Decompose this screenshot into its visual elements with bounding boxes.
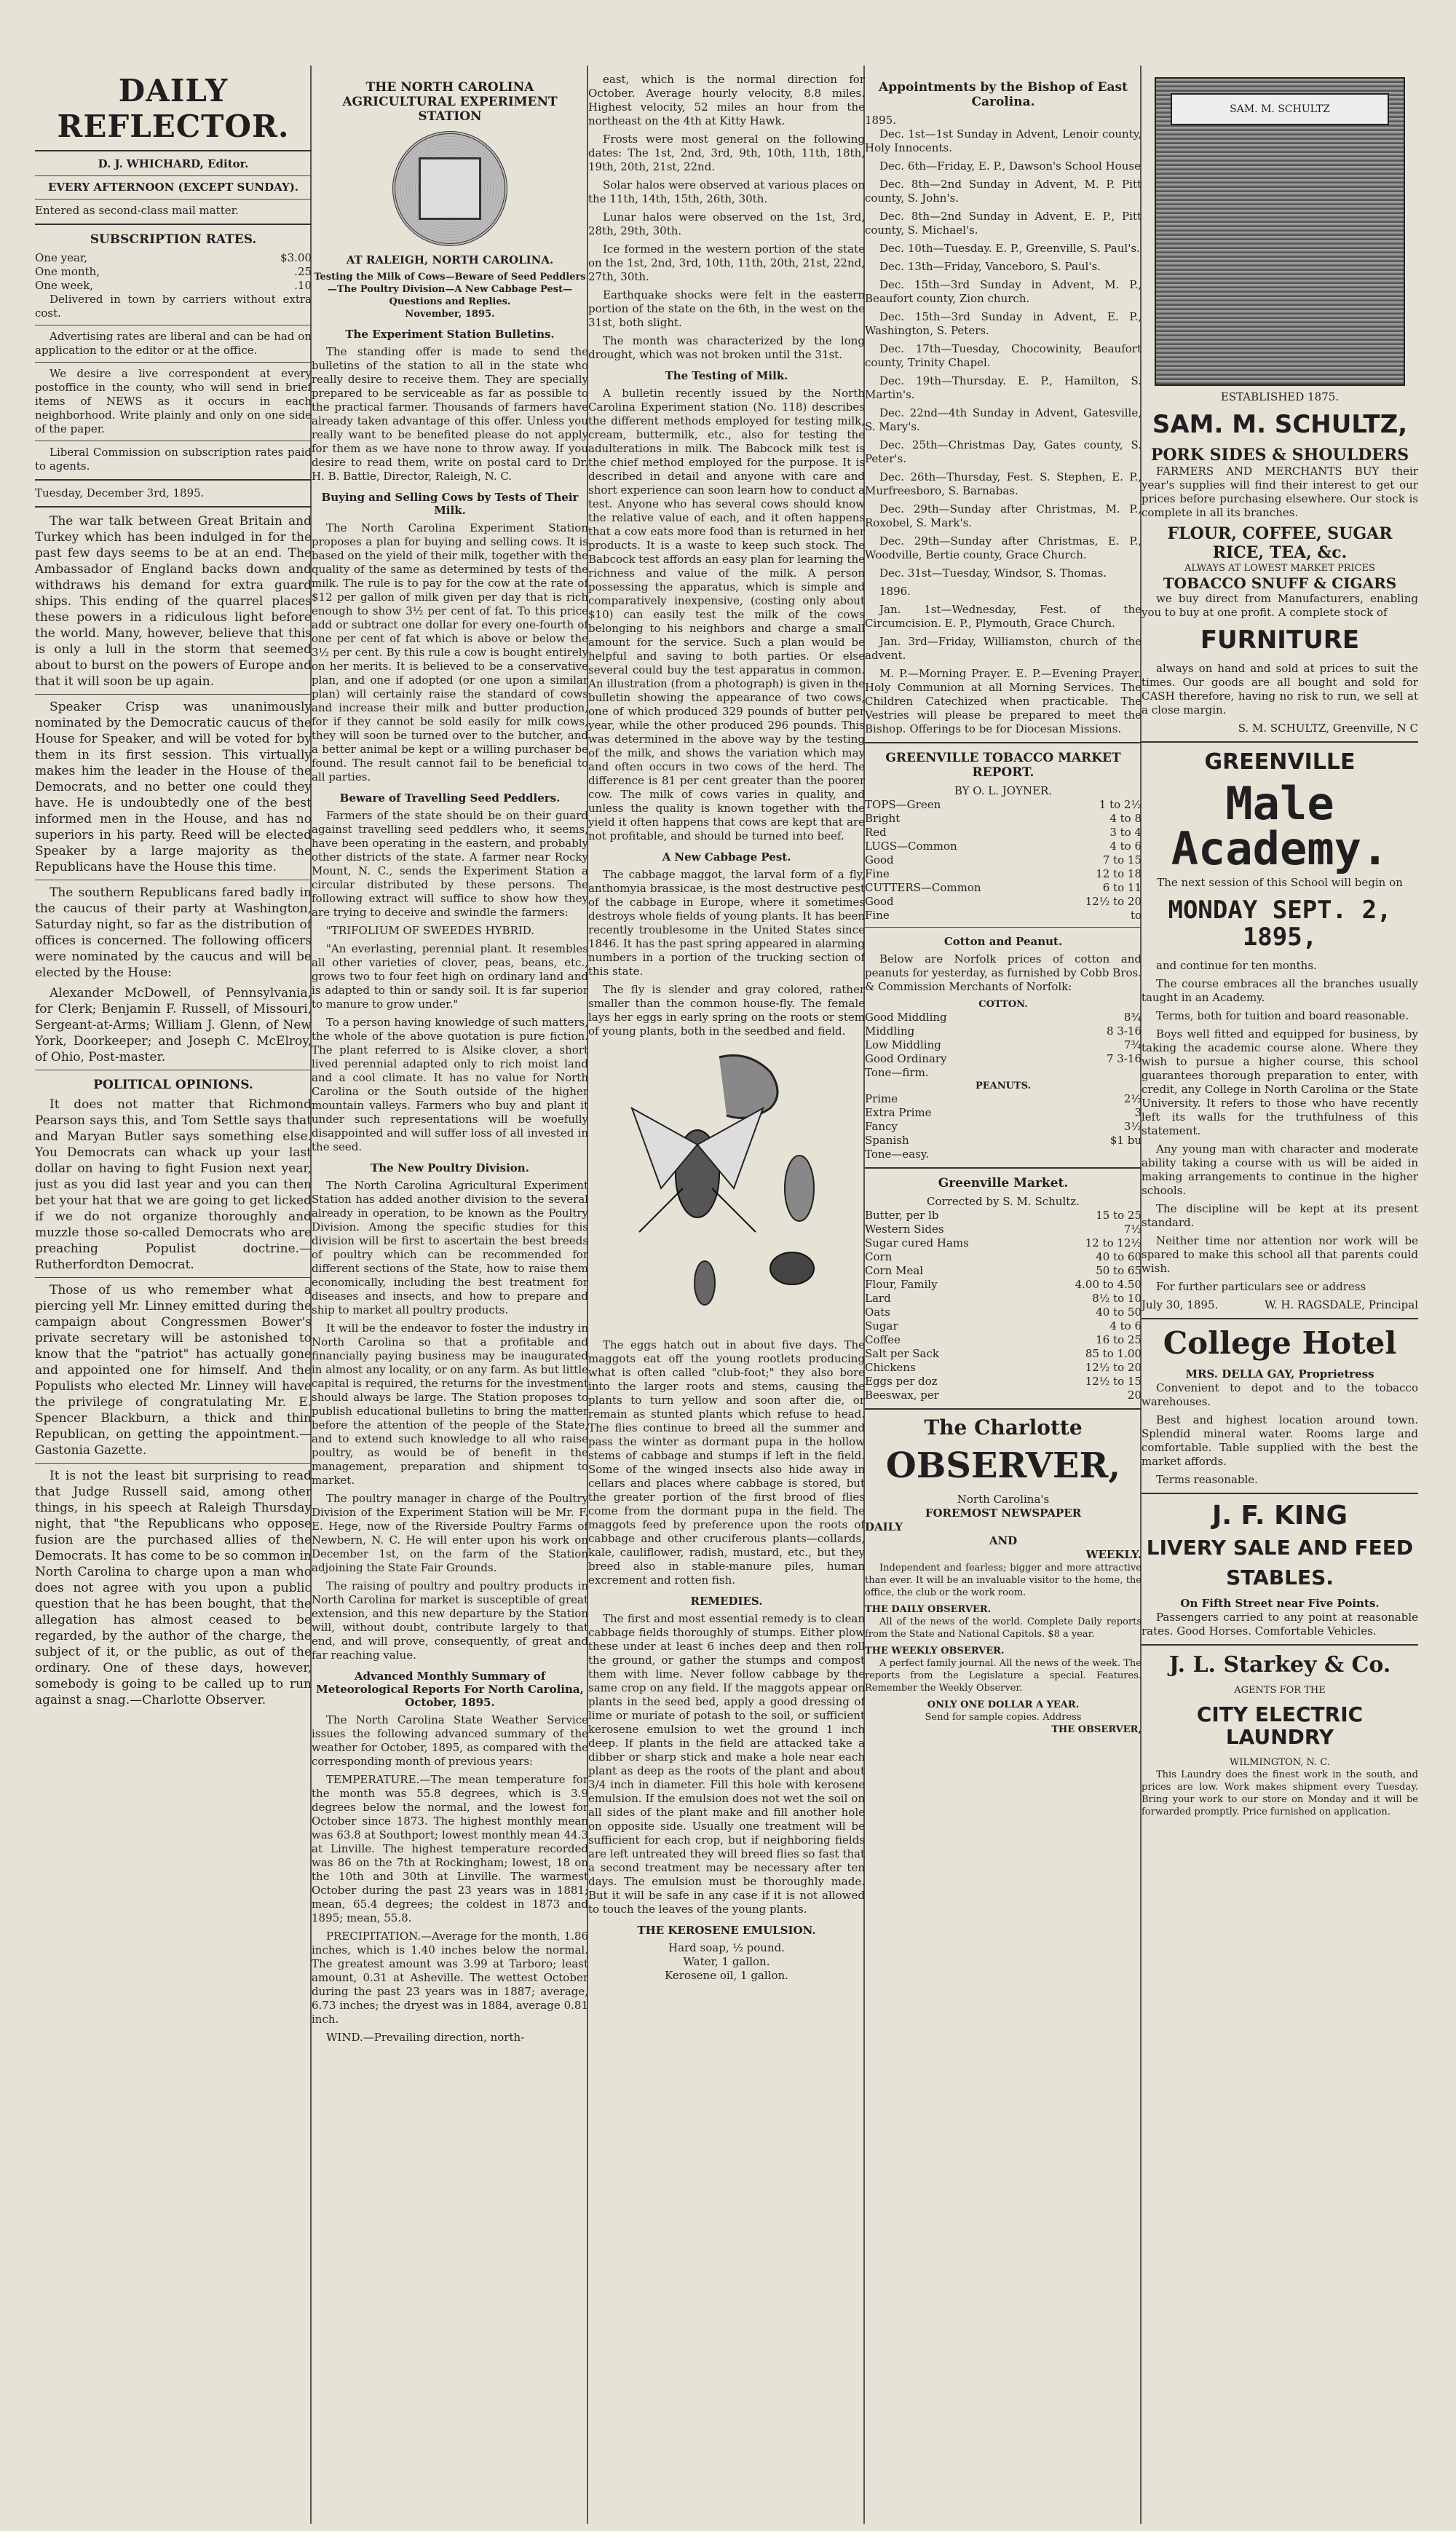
recipe-line: Water, 1 gallon. (683, 1955, 770, 1968)
subhead-bulletins: The Experiment Station Bulletins. (345, 328, 555, 341)
paragraph: The poultry manager in charge of the Poultry Division of the Experiment Station will be Mr. F. E. Hege, now of the Riverside Poultry Farms of Newbern, N. C. He will enter upon his work on December 1st, on the farm of the Station adjoining the State Fair Grounds. (312, 1492, 588, 1574)
subhead-peddlers: Beware of Travelling Seed Peddlers. (339, 791, 561, 805)
low-line: ALWAYS AT LOWEST MARKET PRICES (1184, 563, 1375, 574)
starkey-name: J. L. Starkey & Co. (1168, 1651, 1391, 1678)
appointment-item: Jan. 1st—Wednesday, Fest. of the Circumcision. E. P., Plymouth, Grace Church. (865, 603, 1142, 630)
appointment-item: 1896. (879, 585, 911, 598)
schedule-line: EVERY AFTERNOON (EXCEPT SUNDAY). (47, 181, 299, 194)
appointment-item: Dec. 15th—3rd Sunday in Advent, E. P., Washington, S. Peters. (865, 310, 1142, 337)
appointment-item: Dec. 26th—Thursday, Fest. S. Stephen, E. P., Murfreesboro, S. Barnabas. (865, 470, 1142, 497)
mail-line: Entered as second-class mail matter. (35, 204, 239, 217)
article-officers: Alexander McDowell, of Pennsylvania, for Clerk; Benjamin F. Russell, of Missouri, Sergeant-at-Arms; William J. Glenn, of New York, Doorkeeper; and Joseph C. McElroy, of Ohio, Post-master. (35, 986, 312, 1065)
paragraph: Independent and fearless; bigger and more attractive than ever. It will be an invaluable visitor to the home, the office, the club or the work room. (865, 1562, 1142, 1598)
recipe-line: Kerosene oil, 1 gallon. (665, 1969, 788, 1982)
advert-note: Advertising rates are liberal and can be had on application to the editor or at the office. (35, 330, 312, 357)
price-row: CUTTERS—Common 6 to 11 (865, 881, 1142, 894)
paragraph: we buy direct from Manufacturers, enabling you to buy at one profit. A complete stock of (1142, 592, 1418, 620)
paragraph: It will be the endeavor to foster the industry in North Carolina so that a profitable and financially paying business may be inaugurated in almost any locality, or on any farm. As but little capital is required, the returns for the investment should always be large. The Station proposes to publish educational bulletins to bring the matter before the attention of the people of the State, and to extend such knowledge to all who raise poultry, as would be of benefit in the management, preparation and shipment to market. (312, 1322, 588, 1487)
appointment-item: Dec. 8th—2nd Sunday in Advent, M. P. Pitt county, S. John's. (865, 178, 1142, 205)
opinion-russell: It is not the least bit surprising to read that Judge Russell said, among other things, in his speech at Raleigh Thursday night, that "the Republicans who oppose fusion are the purchased allies of the Democrats. It has come to be so common in North Carolina to charge upon a man who does not agree with you upon a public question that he has been bought, that the allegation has almost ceased to be regarded, by the author of the charge, the subject of it, or the public, as out of the ordinary. One of these days, however, somebody is going to be called up to run against a snag.—Charlotte Observer. (35, 1469, 312, 1707)
appointment-item: Dec. 10th—Tuesday. E. P., Greenville, S. Paul's. (879, 242, 1140, 255)
appointment-item: Jan. 3rd—Friday, Williamston, church of the advent. (865, 635, 1142, 662)
price-row: Middling 8 3-16 (865, 1024, 1142, 1038)
paragraph: FARMERS AND MERCHANTS BUY their year's supplies will find their interest to get our prices before purchasing elsewhere. Our stock is complete in all its branches. (1142, 465, 1418, 520)
price-row: Sugar 4 to 6 (865, 1319, 1142, 1332)
laundry-name: CITY ELECTRIC LAUNDRY (1196, 1702, 1364, 1749)
bishop-heading: Appointments by the Bishop of East Carolina. (879, 80, 1128, 109)
subhead: ONLY ONE DOLLAR A YEAR. (927, 1699, 1080, 1710)
price-row: Fancy 3½ (865, 1120, 1142, 1133)
column-5 (1142, 73, 1418, 2524)
paragraph: PRECIPITATION.—Average for the month, 1.86 inches, which is 1.40 inches below the normal. The greatest amount was 3.99 at Tarboro; least amount, 0.31 at Asheville. The wettest October during the past 23 years was in 1887; average, 6.73 inches; the dryest was in 1884, average 0.81 inch. (312, 1930, 588, 2026)
column-4 (865, 73, 1142, 2524)
political-opinions-heading: POLITICAL OPINIONS. (93, 1078, 253, 1092)
paragraph: Boys well fitted and equipped for business, by taking the academic course alone. Where they wish to pursue a higher course, this school guarantees thorough preparation to enter, with credit, any College in North Carolina or the State University. It refers to those who have recently left its walls for the truthfulness of this statement. (1142, 1027, 1418, 1137)
appointment-item: M. P.—Morning Prayer. E. P.—Evening Prayer. Holy Communion at all Morning Services. The Children Catechized when practicable. The Vestries will please be prepared to meet the Bishop. Offerings to be for Diocesan Missions. (865, 667, 1142, 735)
flour-line: FLOUR, COFFEE, SUGAR (1167, 524, 1393, 544)
paragraph: This Laundry does the finest work in the south, and prices are low. Work makes shipment every Tuesday. Bring your work to our store on Monday and it will be forwarded promptly. Price furnished on application. (1142, 1769, 1418, 1817)
price-row: Fine to (865, 909, 1142, 922)
store-illustration (1155, 77, 1405, 386)
subhead: THE WEEKLY OBSERVER. (865, 1645, 1005, 1657)
subhead-meteorology: Advanced Monthly Summary of Meteorological Reports For North Carolina, October, 1895. (316, 1670, 584, 1709)
paragraph: A bulletin recently issued by the North Carolina Experiment station (No. 118) describes the different methods employed for testing milk, cream, buttermilk, etc., also for testing the adulterations in milk. The Babcock milk test is the chief method employed for the purpose. It is described in detail and anyone with care and short experience can soon learn how to conduct a test. Anyone who has several cows should know the relative value of each, and it often happens that a cow eats more food than is returned in her products. It is a waste to keep such stock. The Babcock test affords an easy plan for learning the richness and value of the milk. A person possessing the apparatus, which is simple and comparatively inexpensive, (costing only about $10) can easily test the milk of the cows belonging to his neighbors and charge a small amount for the service. Such a plan would be helpful and saving to both parties. Or else several could buy the test apparatus in common. An illustration (from a photograph) is given in the bulletin showing the appearance of two cows, one of which produced 329 pounds of butter per year, while the other produced 296 pounds. This was determined in the above way by the testing of the milk, and shows the variation which may and often occurs in two cows of the herd. The difference is 81 per cent greater than the poorer cow. The milk of cows varies in quality, and unless the quality is known together with the yield it often happens that cows are kept that are not profitable, and should be turned into beef. (588, 387, 865, 842)
subhead-testing: The Testing of Milk. (665, 369, 788, 382)
appointments-list (865, 127, 1142, 736)
paragraph: The cabbage maggot, the larval form of a fly, anthomyia brassicae, is the most destructive pest of the cabbage in Europe, where it sometimes destroys whole fields of young plants. It has been recently troublesome in the United States since 1846. It has the past spring appeared in alarming numbers in a portion of the trucking section of this state. (588, 868, 865, 978)
subscription-row: One month, .25 (35, 265, 312, 278)
price-row: Chickens 12½ to 20 (865, 1361, 1142, 1374)
article-war-talk: The war talk between Great Britain and Turkey which has been indulged in for the past few days seems to be at an end. The Ambassador of England backs down and withdraws his demand for extra guard ships. This ending of the quarrel places these powers in a ridiculous light before the world. Many, however, believe that this is only a lull in the storm that seemed about to burst on the powers of Europe and that it will soon be up again. (35, 514, 312, 689)
peanut-label: PEANUTS. (975, 1081, 1032, 1091)
market-byline: Corrected by S. M. Schultz. (927, 1195, 1080, 1208)
price-row: Low Middling 7¾ (865, 1038, 1142, 1051)
peanut-prices (865, 1092, 1142, 1161)
paragraph: Best and highest location around town. Splendid mineral water. Rooms large and comfortable. Table supplied with the best the market affords. (1142, 1413, 1418, 1468)
paragraph: always on hand and sold at prices to suit the times. Our goods are all bought and sold for CASH therefore, having no risk to run, we sell at a close margin. (1142, 661, 1418, 716)
station-headline: THE NORTH CAROLINA AGRICULTURAL EXPERIMENT STATION (342, 80, 558, 124)
article-speaker: Speaker Crisp was unanimously nominated by the Democratic caucus of the House for Speaker, and will be voted for by them in its first session. This virtually makes him the leader in the House of the Democrats, and no better one could they have. He is undoubtedly one of the best informed men in the House, and has no superiors in his party. Reed will be elected Speaker by a large majority as the Republicans have the House this time. (35, 700, 312, 874)
price-row: Coffee 16 to 25 (865, 1333, 1142, 1346)
subhead: THE DAILY OBSERVER. (865, 1603, 992, 1615)
price-row: Good Ordinary 7 3-16 (865, 1052, 1142, 1065)
king-name: J. F. KING (1211, 1500, 1348, 1531)
paragraph: Convenient to depot and to the tobacco warehouses. (1142, 1381, 1418, 1408)
line: THE OBSERVER, (1051, 1723, 1142, 1735)
tobacco-byline: BY O. L. JOYNER. (954, 784, 1053, 797)
market-prices (865, 1209, 1142, 1402)
commission-note: Liberal Commission on subscription rates paid to agents. (35, 446, 312, 473)
price-row: Western Sides 7½ (865, 1223, 1142, 1236)
subscription-heading: SUBSCRIPTION RATES. (90, 232, 257, 247)
hotel-name: College Hotel (1163, 1324, 1397, 1361)
academy-name: Male Academy. (1171, 776, 1389, 875)
price-row: Fine 12 to 18 (865, 867, 1142, 880)
appointment-item: Dec. 15th—3rd Sunday in Advent, M. P., Beaufort county, Zion church. (865, 278, 1142, 305)
paragraph: The discipline will be kept at its present standard. (1142, 1201, 1418, 1229)
pork-line: PORK SIDES & SHOULDERS (1150, 446, 1409, 465)
price-row: Oats 40 to 50 (865, 1306, 1142, 1319)
academy-date: MONDAY SEPT. 2, 1895, (1168, 895, 1392, 952)
price-row: Tone—easy. (865, 1148, 930, 1161)
appointment-item: Dec. 13th—Friday, Vanceboro, S. Paul's. (879, 260, 1101, 273)
observer-daily: DAILY (865, 1520, 903, 1533)
paragraph: Neither time nor attention nor work will be spared to make this school all that parents could wish. (1142, 1233, 1418, 1275)
observer-and: AND (989, 1533, 1018, 1547)
price-row: Corn 40 to 60 (865, 1250, 1142, 1263)
observer-title: The Charlotte (924, 1415, 1083, 1440)
price-row: Beeswax, per 20 (865, 1389, 1142, 1402)
paragraph: Farmers of the state should be on their guard against travelling seed peddlers who, it seems, have been operating in the eastern, and probably other districts of the state. A farmer near Rocky Mount, N. C., sends the Experiment Station a circular distributed by these persons. The following extract will suffice to show how they are trying to deceive and swindle the farmers: (312, 809, 588, 919)
cotton-label: COTTON. (978, 999, 1028, 1010)
opinion-linney: Those of us who remember what a piercing yell Mr. Linney emitted during the campaign about Congressmen Bower's private secretary will be astonished to know that the "patriot" has actually gone and appointed one for himself. And the Populists who elected Mr. Linney will have the privilege of congratulating Mr. E. Spencer Blackburn, a thick and thin Republican, on getting the appointment.—Gastonia Gazette. (35, 1283, 312, 1458)
station-deck: Testing the Milk of Cows—Beware of Seed Peddlers—The Poultry Division—A New Cabbage Pest—Questions and Replies. (314, 272, 586, 307)
academy-place: GREENVILLE (1204, 749, 1356, 775)
price-row: LUGS—Common 4 to 6 (865, 840, 1142, 853)
paragraph: WIND.—Prevailing direction, north- (326, 2031, 525, 2044)
paragraph: Ice formed in the western portion of the state on the 1st, 2nd, 3rd, 10th, 11th, 20th, 21st, 22nd, 27th, 30th. (588, 242, 865, 283)
tobacco-prices (865, 798, 1142, 923)
subhead-poultry: The New Poultry Division. (371, 1161, 529, 1174)
paragraph: Solar halos were observed at various places on the 11th, 14th, 15th, 26th, 30th. (588, 178, 865, 205)
price-row: Spanish $1 bu (865, 1134, 1142, 1147)
paragraph: Terms, both for tuition and board reasonable. (1156, 1008, 1409, 1022)
paragraph: east, which is the normal direction for October. Average hourly velocity, 8.8 miles. Highest velocity, 52 miles an hour from the northeast on the 4th at Kitty Hawk. (588, 73, 865, 127)
observer-tag2: FOREMOST NEWSPAPER (925, 1506, 1082, 1520)
paragraph: The North Carolina Agricultural Experiment Station has added another division to the several already in operation, to be known as the Poultry Division. Among the specific studies for this division will be first to ascertain the best breeds of poultry which can be recommended for different sections of the State, how to raise them economically, including the best treatment for diseases and insects, and how to prepare and ship to market all poultry products. (312, 1179, 588, 1316)
paragraph: The eggs hatch out in about five days. The maggots eat off the young rootlets producing what is often called "club-foot;" they also bore into the larger roots and stems, causing the plants to turn yellow and soon after die, or remain as stunted plants which refuse to head. The flies continue to breed all the summer and pass the winter as dormant pupa in the hollow stems of cabbage and stumps if left in the field. Some of the winged insects also hide away in cellars and places where cabbage is stored, but the greater portion of the first brood of flies come from the dormant pupa in the field. The maggots feed by preference upon the roots of cabbage and other cruciferous plants—collards, kale, cauliflower, radish, mustard, etc., but they breed also in stable-manure piles, human excrement and rotten fish. (588, 1338, 865, 1587)
king-location: On Fifth Street near Five Points. (1180, 1596, 1380, 1610)
observer-weekly: WEEKLY. (1085, 1547, 1142, 1561)
column-2 (312, 73, 588, 2524)
appointment-item: Dec. 19th—Thursday. E. P., Hamilton, S. Martin's. (865, 374, 1142, 401)
article-republicans: The southern Republicans fared badly in the caucus of their party at Washington, Saturday night, so far as the distribution of offices is concerned. The following officers were nominated by the caucus and will be elected by the House: (35, 885, 312, 980)
appointment-item: Dec. 25th—Christmas Day, Gates county, S. Peter's. (865, 438, 1142, 465)
cotton-note: Below are Norfolk prices of cotton and peanuts for yesterday, as furnished by Cobb Bros. & Commission Merchants of Norfolk: (865, 952, 1142, 993)
paragraph: The course embraces all the branches usually taught in an Academy. (1142, 976, 1418, 1004)
established: ESTABLISHED 1875. (1220, 390, 1340, 403)
line: The next session of this School will begin on (1157, 875, 1403, 889)
observer-tag: North Carolina's (957, 1492, 1050, 1506)
paragraph: The month was characterized by the long drought, which was not broken until the 31st. (588, 334, 865, 361)
king-stables: STABLES. (1226, 1565, 1334, 1590)
price-row: TOPS—Green 1 to 2½ (865, 798, 1142, 811)
line: Send for sample copies. Address (925, 1711, 1082, 1723)
paragraph: The North Carolina State Weather Service issues the following advanced summary of the weather for October, 1895, as compared with the corresponding month of previous years: (312, 1713, 588, 1768)
paragraph: The raising of poultry and poultry products in North Carolina for market is susceptible of great extension, and this new departure by the Station will, without doubt, contribute largely to that end, and will prove, consequently, of great and far reaching value. (312, 1579, 588, 1662)
subhead-emulsion: THE KEROSENE EMULSION. (637, 1924, 816, 1937)
academy-signoff: July 30, 1895. W. H. RAGSDALE, Principal (1142, 1298, 1418, 1311)
king-livery: LIVERY SALE AND FEED (1146, 1536, 1414, 1560)
price-row: Tone—firm. (865, 1066, 929, 1079)
price-row: Good Middling 8¾ (865, 1011, 1142, 1024)
paragraph: The North Carolina Experiment Station proposes a plan for buying and selling cows. It is based on the yield of their milk, together with the quality of the same as determined by tests of the milk. The rule is to pay for the cow at the rate of $12 per gallon of milk given per day that is rich enough to show 3½ per cent of fat. To this price add or subtract one dollar for every one-fourth of one per cent of fat which is above or below the 3½ per cent. By this rule a cow is bought entirely on her merits. It is believed to be a conservative plan, and one if adopted (or one upon a similar plan) will certainly raise the standard of cows and increase their milk and butter production, for if they cannot be sold easily for milk cows, they will soon be turned over to the butcher, and a better animal be kept or a willing purchaser be found. The result cannot fail to be beneficial to all parties. (312, 521, 588, 783)
appointment-item: Dec. 6th—Friday, E. P., Dawson's School House (879, 159, 1141, 173)
price-row: Corn Meal 50 to 65 (865, 1264, 1142, 1277)
schultz-name: SAM. M. SCHULTZ, (1152, 410, 1408, 439)
store-sign: SAM. M. SCHULTZ (1171, 93, 1389, 125)
price-row: Flour, Family 4.00 to 4.50 (865, 1278, 1142, 1291)
paragraph: The first and most essential remedy is to clean cabbage fields thoroughly of stumps. Either plow these under at least 6 inches deep and then roll the ground, or gather the stumps and compost them with lime. Never follow cabbage by the same crop on any field. If the maggots appear on plants in the seed bed, apply a good dressing of lime or muriate of potash to the soil, or sufficient kerosene emulsion to wet the ground 1 inch deep. If plants in the field are attacked take a dibber or sharp stick and make a hole near each plant as deep as the roots of the plant and about 3/4 inch in diameter. Fill this hole with kerosene emulsion. If the emulsion does not wet the soil on all sides of the plant make and fill another hole on opposite side. Usually one treatment will be sufficient for each crop, but if neighboring fields are left untreated they will breed flies so fast that a second treatment may be necessary after ten days. The emulsion must be thoroughly made. But it will be safe in any case if it is not allowed to touch the leaves of the young plants. (588, 1612, 865, 1916)
price-row: Red 3 to 4 (865, 826, 1142, 839)
tobacco-line: TOBACCO SNUFF & CIGARS (1163, 574, 1397, 593)
subhead-cabbage: A New Cabbage Pest. (662, 850, 791, 864)
masthead-title: DAILY REFLECTOR. (57, 73, 290, 144)
issue-date: Tuesday, December 3rd, 1895. (35, 486, 205, 500)
rice-line: RICE, TEA, &c. (1212, 543, 1348, 563)
paragraph: Lunar halos were observed on the 1st, 3rd, 28th, 29th, 30th. (588, 210, 865, 237)
appointment-item: Dec. 8th—2nd Sunday in Advent, E. P., Pitt county, S. Michael's. (865, 210, 1142, 237)
price-row: Bright 4 to 8 (865, 812, 1142, 825)
observer-name: OBSERVER, (885, 1445, 1121, 1486)
subscription-row: One week, .10 (35, 279, 312, 292)
appointment-item: Dec. 29th—Sunday after Christmas, M. P., Roxobel, S. Mark's. (865, 502, 1142, 529)
price-row: Prime 2½ (865, 1092, 1142, 1105)
year-label: 1895. (865, 114, 896, 127)
price-row: Good 12½ to 20 (865, 895, 1142, 908)
paragraph: The fly is slender and gray colored, rather smaller than the common house-fly. The female lays her eggs in early spring on the roots or stem of young plants, both in the seedbed and field. (588, 983, 865, 1038)
paragraph: Any young man with character and moderate ability taking a course with us will be aided in making arrangements to continue in the higher schools. (1142, 1142, 1418, 1197)
correspondent-note: We desire a live correspondent at every postoffice in the county, who will send in brief items of NEWS as it occurs in each neighborhood. Write plainly and only on one side of the paper. (35, 367, 312, 435)
signature: S. M. SCHULTZ, Greenville, N C (1238, 721, 1418, 735)
editor-line: D. J. WHICHARD, Editor. (98, 157, 249, 170)
subscription-row: One year, $3.00 (35, 251, 312, 264)
tobacco-heading: GREENVILLE TOBACCO MARKET REPORT. (885, 751, 1121, 780)
paragraph: TEMPERATURE.—The mean temperature for the month was 55.8 degrees, which is 3.9 degrees below the normal, and the lowest for October since 1873. The highest monthly mean was 63.8 at Southport; lowest monthly mean 44.3 at Linville. The highest temperature recorded was 86 on the 7th at Rockingham; lowest, 18 on the 10th and 30th at Linville. The warmest October during the past 23 years was in 1881; mean, 65.4 degrees; the coldest in 1873 and 1895; mean, 55.8. (312, 1773, 588, 1924)
price-row: Good 7 to 15 (865, 853, 1142, 866)
laundry-city: WILMINGTON, N. C. (1230, 1756, 1330, 1768)
subhead-remedies: REMEDIES. (690, 1595, 763, 1608)
paragraph: The standing offer is made to send the bulletins of the station to all in the state who really desire to receive them. They are specially prepared to be serviceable as far as possible to the practical farmer. Thousands of farmers have already taken advantage of this offer. Unless you really want to be benefited please do not apply for them as we have none to throw away. If you desire to read them, write on postal card to Dr. H. B. Battle, Director, Raleigh, N. C. (312, 345, 588, 483)
appointment-item: Dec. 31st—Tuesday, Windsor, S. Thomas. (879, 566, 1107, 580)
price-row: Extra Prime 3 (865, 1106, 1142, 1119)
price-row: Salt per Sack 85 to 1.00 (865, 1347, 1142, 1360)
paragraph: Earthquake shocks were felt in the eastern portion of the state on the 6th, in the west on the 31st, both slight. (588, 288, 865, 329)
station-place: AT RALEIGH, NORTH CAROLINA. (346, 253, 554, 266)
hotel-proprietress: MRS. DELLA GAY, Proprietress (1185, 1367, 1374, 1381)
price-row: Lard 8½ to 10 (865, 1292, 1142, 1305)
paragraph: To a person having knowledge of such matters, the whole of the above quotation is pure fiction. The plant referred to is Alsike clover, a short lived perennial adapted only to rich moist land and a cool climate. It has no value for North Carolina or the South outside of the higher mountain valleys. Farmers who buy and plant it under such representations will be woefully disappointed and will suffer loss of all invested in the seed. (312, 1016, 588, 1153)
recipe-line: Hard soap, ½ pound. (668, 1941, 785, 1954)
paragraph: For further particulars see or address (1156, 1279, 1366, 1293)
paragraph: "An everlasting, perennial plant. It resembles all other varieties of clover, peas, beans, etc., grows two to four feet high on ordinary land and is adapted to thin or sandy soil. It is far superior to manure to grow under." (312, 942, 588, 1011)
price-row: Sugar cured Hams 12 to 12½ (865, 1236, 1142, 1249)
paragraph: Passengers carried to any point at reasonable rates. Good Horses. Comfortable Vehicles. (1142, 1610, 1418, 1638)
price-row: Butter, per lb 15 to 25 (865, 1209, 1142, 1222)
cotton-prices (865, 1011, 1142, 1080)
starkey-agents: AGENTS FOR THE (1234, 1684, 1326, 1696)
paragraph: Terms reasonable. (1156, 1472, 1258, 1486)
station-seal (392, 131, 507, 246)
delivery-note: Delivered in town by carriers without extra cost. (35, 293, 312, 320)
cotton-heading: Cotton and Peanut. (943, 935, 1063, 948)
price-row: Eggs per doz 12½ to 15 (865, 1375, 1142, 1388)
subhead-cows: Buying and Selling Cows by Tests of Their Milk. (321, 491, 579, 517)
appointment-item: Dec. 1st—1st Sunday in Advent, Lenoir county, Holy Innocents. (865, 127, 1142, 154)
paragraph: Frosts were most general on the following dates: The 1st, 2nd, 3rd, 9th, 10th, 11th, 18th, 19th, 20th, 21st, 22nd. (588, 133, 865, 173)
column-3 (588, 73, 865, 2524)
paragraph: and continue for ten months. (1156, 958, 1317, 972)
furniture-line: FURNITURE (1200, 625, 1360, 655)
station-date: November, 1895. (405, 309, 495, 320)
paragraph: A perfect family journal. All the news of the week. The reports from the Legislature a special. Features. Remember the Weekly Observer. (865, 1657, 1142, 1694)
market-heading: Greenville Market. (938, 1176, 1069, 1191)
paragraph: All of the news of the world. Complete Daily reports from the State and National Capitols. $8 a year. (865, 1616, 1142, 1640)
opinion-fusion: It does not matter that Richmond Pearson says this, and Tom Settle says that and Maryan Butler says something else. You Democrats can whack up your last dollar on having to fight Fusion next year, just as you did last year and you can then bet your hat that we are going to get licked if we do not organize thoroughly and muzzle those so-called Democrats who are preaching Populist doctrine.—Rutherfordton Democrat. (35, 1097, 312, 1272)
cabbage-fly-illustration (617, 1043, 836, 1334)
column-1 (35, 73, 312, 2524)
appointment-item: Dec. 17th—Tuesday, Chocowinity, Beaufort county, Trinity Chapel. (865, 342, 1142, 369)
appointment-item: Dec. 22nd—4th Sunday in Advent, Gatesville, S. Mary's. (865, 406, 1142, 433)
paragraph: "TRIFOLIUM OF SWEEDES HYBRID. (326, 924, 535, 937)
appointment-item: Dec. 29th—Sunday after Christmas, E. P., Woodville, Bertie county, Grace Church. (865, 534, 1142, 561)
